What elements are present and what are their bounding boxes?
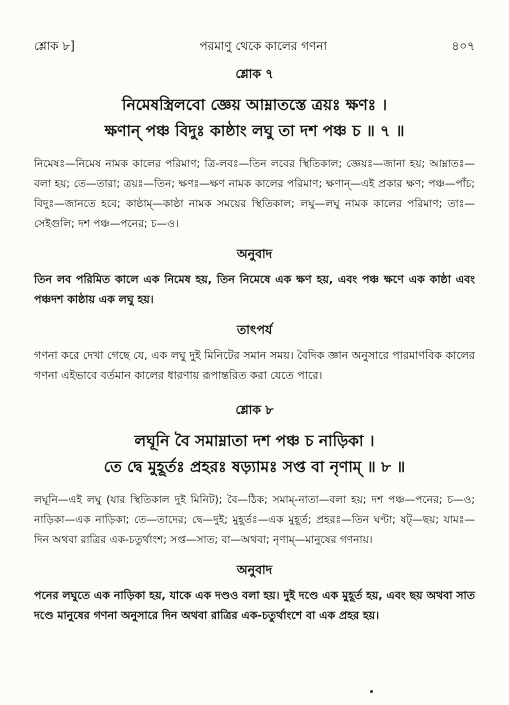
verse-7-synonyms: নিমেষঃ—নিমেষ নামক কালের পরিমাণ; ত্রি-লবঃ—তিন লবের স্থিতিকাল; জ্ঞেয়ঃ—জানা হয়; আম্নাতঃ—বলা হয়; তে—তারা; ত্রয়ঃ—তিন; ক্ষণঃ—ক্ষণ নামক কালের পরিমাণ; ক্ষণান্—এই প্রকার ক্ষণ; পঞ্চ—পাঁচ; বিদুঃ—জানতে হবে; কাষ্ঠাম্—কাষ্ঠা নামক সময়ের স্থিতিকাল; লঘু—লঘু নামক কালের পরিমাণ; তাঃ—সেইগুলি; দশ পঞ্চ—পনের; চ—ও। xyxy=(34,158,475,230)
page-header xyxy=(34,38,475,58)
verse-8-title: শ্লোক ৮ xyxy=(235,402,274,417)
verse-7-translation: তিন লব পরিমিত কালে এক নিমেষ হয়, তিন নিমেষে এক ক্ষণ হয়, এবং পঞ্চ ক্ষণে এক কাষ্ঠা এবং পঞ্চদশ কাষ্ঠায় এক লঘু হয়। xyxy=(34,273,475,306)
header-verse-ref: শ্লোক ৮] xyxy=(34,39,75,53)
header-chapter-title: পরমাণু থেকে কালের গণনা xyxy=(199,39,327,53)
verse-7-title: শ্লোক ৭ xyxy=(235,66,274,81)
verse-7-line-2: ক্ষণান্ পঞ্চ বিদুঃ কাষ্ঠাং লঘু তা দশ পঞ্চ চ ॥ ৭ ॥ xyxy=(104,122,405,140)
verse-7-translation-title: অনুবাদ xyxy=(236,246,273,261)
verse-7-purport: গণনা করে দেখা গেছে যে, এক লঘু দুই মিনিটের সমান সময়। বৈদিক জ্ঞান অনুসারে পারমাণবিক কালের গণনা এইভাবে বর্তমান কালের ধারণায় রূপান্তরিত করা যেতে পারে। xyxy=(34,349,475,382)
verse-7-purport-title: তাৎপর্য xyxy=(236,322,273,337)
verse-7-line-1: নিমেষস্ত্রিলবো জ্ঞেয় আম্নাতস্তে ত্রয়ঃ ক্ষণঃ । xyxy=(122,96,387,114)
stray-ink-dot xyxy=(370,690,373,693)
verse-8-translation: পনের লঘুতে এক নাড়িকা হয়, যাকে এক দণ্ডও বলা হয়। দুই দণ্ডে এক মুহূর্ত হয়, এবং ছয় অথবা সাত দণ্ডে মানুষের গণনা অনুসারে দিন অথবা রাত্রির এক-চতুর্থাংশে বা এক প্রহর হয়। xyxy=(34,589,475,622)
verse-8-translation-title: অনুবাদ xyxy=(236,562,273,577)
page-number: ৪০৭ xyxy=(451,39,475,53)
verse-8-synonyms: লঘূনি—এই লঘু (যার স্থিতিকাল দুই মিনিট); বৈ—ঠিক; সমাম্-নাতা—বলা হয়; দশ পঞ্চ—পনের; চ—ও; নাড়িকা—এক নাড়িকা; তে—তাদের; দ্বে—দুই; মুহূর্তঃ—এক মুহূর্ত; প্রহরঃ—তিন ঘণ্টা; ষট্—ছয়; যামঃ—দিন অথবা রাত্রির এক-চতুর্থাংশ; সপ্ত—সাত; বা—অথবা; নৃণাম্—মানুষের গণনায়। xyxy=(34,494,475,546)
verse-8-line-1: লঘূনি বৈ সমাম্নাতা দশ পঞ্চ চ নাড়িকা । xyxy=(134,432,375,450)
verse-8-line-2: তে দ্বে মুহূর্তঃ প্রহরঃ ষড়্যামঃ সপ্ত বা নৃণাম্ ॥ ৮ ॥ xyxy=(103,458,406,476)
